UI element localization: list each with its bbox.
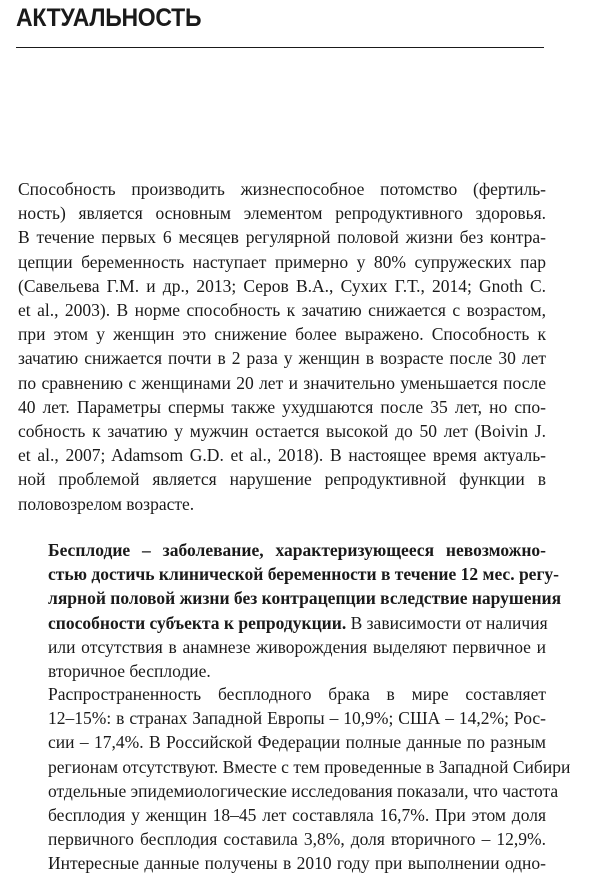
text-line: сии – 17,4%. В Российской Федерации полные данные по разным: [48, 732, 546, 753]
text-line: et al., 2007; Adamsom G.D. et al., 2018). В настоящее время актуаль-: [18, 445, 546, 466]
title-underline: [16, 47, 544, 48]
text-line: et al., 2003). В норме способность к зачатию снижается с возрастом,: [18, 300, 546, 321]
text-line: собность к зачатию у мужчин остается высокой до 50 лет (Boivin J.: [18, 421, 546, 442]
text-line: 12–15%: в странах Западной Европы – 10,9%; США – 14,2%; Рос-: [48, 708, 546, 729]
text-line: Интересные данные получены в 2010 году при выполнении одно-: [48, 853, 546, 874]
paragraph-infertility-definition: [18, 538, 562, 683]
text-line: бесплодия у женщин 18–45 лет составляла 16,7%. При этом доля: [48, 805, 546, 826]
text-line: Распространенность бесплодного брака в мире составляет: [48, 684, 546, 704]
page-title: АКТУАЛЬНОСТЬ: [16, 4, 202, 32]
text-line: или отсутствия в анамнезе живорождения выделяют первичное и: [48, 636, 546, 657]
text-line: цепции беременность наступает примерно у 80% супружеских пар: [18, 251, 546, 272]
text-line: регионам отсутствуют. Вместе с тем проведенные в Западной Сибири: [48, 756, 571, 777]
text-line: ность) является основным элементом репродуктивного здоровья.: [18, 203, 546, 224]
definition-line: лярной половой жизни без контрацепции вследствие нарушения: [48, 588, 562, 609]
paragraph-fertility: [18, 177, 546, 516]
text-line: 40 лет. Параметры спермы также ухудшаются после 35 лет, но спо-: [18, 396, 546, 417]
text-line: отдельные эпидемиологические исследования показали, что частота: [48, 780, 559, 801]
text-line: по сравнению с женщинами 20 лет и значительно уменьшается после: [18, 372, 546, 393]
text-line: (Савельева Г.М. и др., 2013; Серов В.А., Сухих Г.Т., 2014; Gnoth C.: [18, 275, 546, 296]
text-line: Способность производить жизнеспособное потомство (фертиль-: [18, 179, 546, 199]
text-line: В течение первых 6 месяцев регулярной половой жизни без контра-: [18, 227, 546, 248]
mixed-line: [18, 611, 546, 635]
definition-line: стью достичь клинической беременности в течение 12 мес. регу-: [48, 564, 559, 585]
paragraph-prevalence: [18, 682, 571, 876]
text-line: вторичное бесплодие.: [48, 661, 211, 682]
text-line: ной проблемой является нарушение репродуктивной функции в: [18, 469, 546, 490]
definition-end: способности субъекта к репродукции.: [48, 612, 347, 633]
text-line: при этом у женщин это снижение более выражено. Способность к: [18, 324, 546, 345]
definition-line: Бесплодие – заболевание, характеризующееся невозможно-: [48, 540, 546, 560]
text-line: первичного бесплодия составила 3,8%, доля вторичного – 12,9%.: [48, 829, 546, 850]
text-fragment: В зависимости от наличия: [346, 612, 548, 633]
text-line: половозрелом возрасте.: [18, 493, 195, 514]
text-line: зачатию снижается почти в 2 раза у женщин в возрасте после 30 лет: [18, 348, 546, 369]
